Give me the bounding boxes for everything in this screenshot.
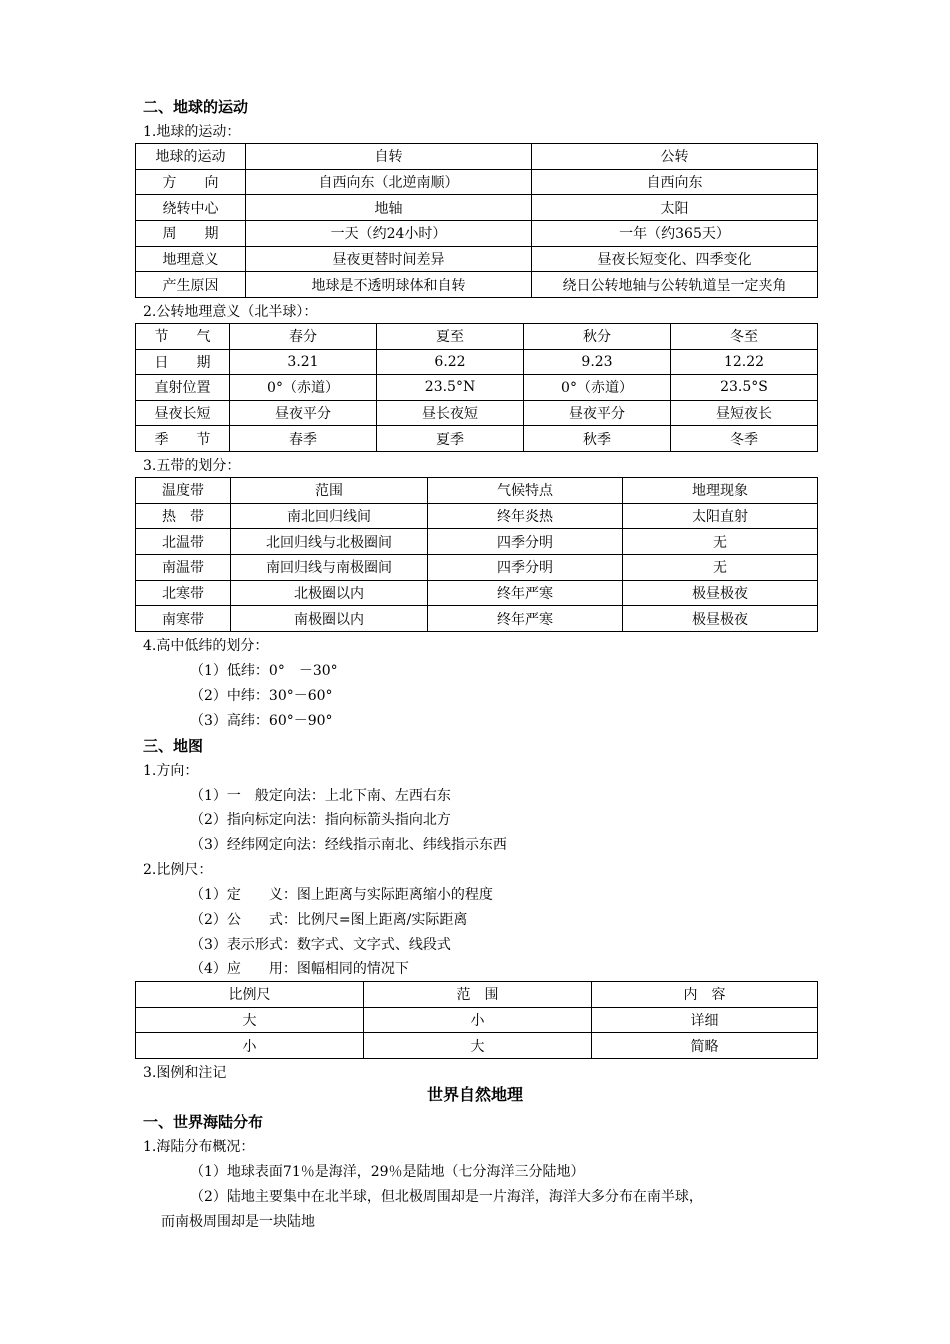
table-cell: 昼短夜长 — [671, 400, 818, 426]
table-header-cell: 自转 — [246, 144, 532, 170]
table-cell: 昼夜更替时间差异 — [246, 246, 532, 272]
table-cell: 北回归线与北极圈间 — [231, 529, 428, 555]
table-cell: 太阳直射 — [623, 503, 818, 529]
table-cell: 产生原因 — [136, 272, 246, 298]
table-cell: 昼长夜短 — [377, 400, 524, 426]
table-header-cell: 地理现象 — [623, 478, 818, 504]
table-row — [136, 426, 818, 452]
table-row — [136, 529, 818, 555]
table-cell: 直射位置 — [136, 375, 230, 401]
table-row — [136, 1007, 818, 1033]
table-row — [136, 606, 818, 632]
subheading-direction: 1.方向： — [143, 763, 199, 779]
table-cell: 夏季 — [377, 426, 524, 452]
table-header-cell: 冬至 — [671, 324, 818, 350]
latitude-item: （2）中纬：30°－60° — [190, 688, 333, 704]
subheading-five-zones: 3.五带的划分： — [143, 458, 241, 474]
table-cell: 绕日公转地轴与公转轨道呈一定夹角 — [532, 272, 818, 298]
table-row — [136, 221, 818, 247]
table-header-cell: 夏至 — [377, 324, 524, 350]
table-header-cell: 范围 — [231, 478, 428, 504]
latitude-item: （3）高纬：60°－90° — [190, 713, 333, 729]
table-row — [136, 375, 818, 401]
direction-item: （3）经纬网定向法：经线指示南北、纬线指示东西 — [190, 837, 507, 853]
table-cell: 北极圈以内 — [231, 580, 428, 606]
table-cell: 太阳 — [532, 195, 818, 221]
table-cell: 春季 — [230, 426, 377, 452]
table-row — [136, 555, 818, 581]
land-sea-item-continued: 而南极周围却是一块陆地 — [161, 1214, 315, 1230]
subheading-land-sea-overview: 1.海陆分布概况： — [143, 1139, 255, 1155]
table-row — [136, 272, 818, 298]
table-cell: 无 — [623, 529, 818, 555]
table-cell: 北温带 — [136, 529, 231, 555]
table-cell: 23.5°N — [377, 375, 524, 401]
table-cell: 昼夜长短 — [136, 400, 230, 426]
table-cell: 绕转中心 — [136, 195, 246, 221]
section-heading-maps: 三、地图 — [143, 737, 204, 755]
table-cell: 昼夜平分 — [230, 400, 377, 426]
table-cell: 季 节 — [136, 426, 230, 452]
table-cell: 南寒带 — [136, 606, 231, 632]
table-row — [136, 400, 818, 426]
table-row — [136, 503, 818, 529]
table-cell: 3.21 — [230, 349, 377, 375]
table-cell: 极昼极夜 — [623, 580, 818, 606]
page-title-world-geography: 世界自然地理 — [426, 1085, 523, 1104]
table-cell: 冬季 — [671, 426, 818, 452]
table-cell: 大 — [136, 1007, 364, 1033]
scale-comparison-table — [135, 981, 818, 1059]
section-heading-earth-motion: 二、地球的运动 — [143, 98, 249, 116]
table-cell: 南回归线与南极圈间 — [231, 555, 428, 581]
table-cell: 昼夜平分 — [524, 400, 671, 426]
table-cell: 终年严寒 — [428, 580, 623, 606]
section-heading-land-sea: 一、世界海陆分布 — [143, 1113, 264, 1131]
table-cell: 终年炎热 — [428, 503, 623, 529]
table-cell: 周 期 — [136, 221, 246, 247]
table-cell: 详细 — [592, 1007, 818, 1033]
table-cell: 北寒带 — [136, 580, 231, 606]
table-header-row — [136, 324, 818, 350]
table-cell: 秋季 — [524, 426, 671, 452]
table-cell: 一天（约24小时） — [246, 221, 532, 247]
subheading-legend-annotation: 3.图例和注记 — [143, 1065, 227, 1081]
table-cell: 方 向 — [136, 169, 246, 195]
table-row — [136, 1033, 818, 1059]
table-header-cell: 气候特点 — [428, 478, 623, 504]
land-sea-item: （1）地球表面71％是海洋，29％是陆地（七分海洋三分陆地） — [190, 1164, 585, 1180]
table-cell: 无 — [623, 555, 818, 581]
table-cell: 0°（赤道） — [524, 375, 671, 401]
table-cell: 四季分明 — [428, 555, 623, 581]
table-row — [136, 246, 818, 272]
subheading-earth-motion: 1.地球的运动： — [143, 124, 241, 140]
table-cell: 日 期 — [136, 349, 230, 375]
table-header-cell: 公转 — [532, 144, 818, 170]
table-header-cell: 节 气 — [136, 324, 230, 350]
table-cell: 极昼极夜 — [623, 606, 818, 632]
table-cell: 地球是不透明球体和自转 — [246, 272, 532, 298]
table-cell: 自西向东（北逆南顺） — [246, 169, 532, 195]
table-cell: 9.23 — [524, 349, 671, 375]
table-cell: 四季分明 — [428, 529, 623, 555]
table-header-cell: 地球的运动 — [136, 144, 246, 170]
table-cell: 简略 — [592, 1033, 818, 1059]
table-header-row — [136, 982, 818, 1008]
latitude-item: （1）低纬：0° －30° — [190, 663, 338, 679]
direction-item: （2）指向标定向法：指向标箭头指向北方 — [190, 812, 451, 828]
table-cell: 昼夜长短变化、四季变化 — [532, 246, 818, 272]
land-sea-item: （2）陆地主要集中在北半球，但北极周围却是一片海洋，海洋大多分布在南半球， — [190, 1189, 703, 1205]
subheading-revolution-meaning: 2.公转地理意义（北半球）： — [143, 304, 318, 320]
table-cell: 南极圈以内 — [231, 606, 428, 632]
direction-item: （1）一 般定向法：上北下南、左西右东 — [190, 788, 451, 804]
table-cell: 自西向东 — [532, 169, 818, 195]
table-header-row — [136, 478, 818, 504]
table-header-cell: 秋分 — [524, 324, 671, 350]
subheading-scale: 2.比例尺： — [143, 862, 213, 878]
table-header-cell: 温度带 — [136, 478, 231, 504]
table-row — [136, 349, 818, 375]
table-header-row — [136, 144, 818, 170]
table-row — [136, 580, 818, 606]
table-header-cell: 内 容 — [592, 982, 818, 1008]
five-zones-table — [135, 477, 818, 632]
table-cell: 小 — [364, 1007, 592, 1033]
earth-motion-table — [135, 143, 818, 298]
table-header-cell: 比例尺 — [136, 982, 364, 1008]
scale-item: （4）应 用：图幅相同的情况下 — [190, 961, 409, 977]
table-cell: 地理意义 — [136, 246, 246, 272]
table-header-cell: 春分 — [230, 324, 377, 350]
table-cell: 南北回归线间 — [231, 503, 428, 529]
table-row — [136, 195, 818, 221]
scale-item: （3）表示形式：数字式、文字式、线段式 — [190, 937, 451, 953]
table-cell: 南温带 — [136, 555, 231, 581]
table-cell: 终年严寒 — [428, 606, 623, 632]
table-header-cell: 范 围 — [364, 982, 592, 1008]
table-cell: 0°（赤道） — [230, 375, 377, 401]
scale-item: （1）定 义：图上距离与实际距离缩小的程度 — [190, 887, 493, 903]
table-cell: 地轴 — [246, 195, 532, 221]
table-cell: 小 — [136, 1033, 364, 1059]
table-row — [136, 169, 818, 195]
table-cell: 12.22 — [671, 349, 818, 375]
solar-terms-table — [135, 323, 818, 452]
subheading-latitude-division: 4.高中低纬的划分： — [143, 638, 269, 654]
scale-item: （2）公 式：比例尺=图上距离/实际距离 — [190, 912, 468, 928]
table-cell: 6.22 — [377, 349, 524, 375]
table-cell: 热 带 — [136, 503, 231, 529]
table-cell: 大 — [364, 1033, 592, 1059]
table-cell: 23.5°S — [671, 375, 818, 401]
table-cell: 一年（约365天） — [532, 221, 818, 247]
